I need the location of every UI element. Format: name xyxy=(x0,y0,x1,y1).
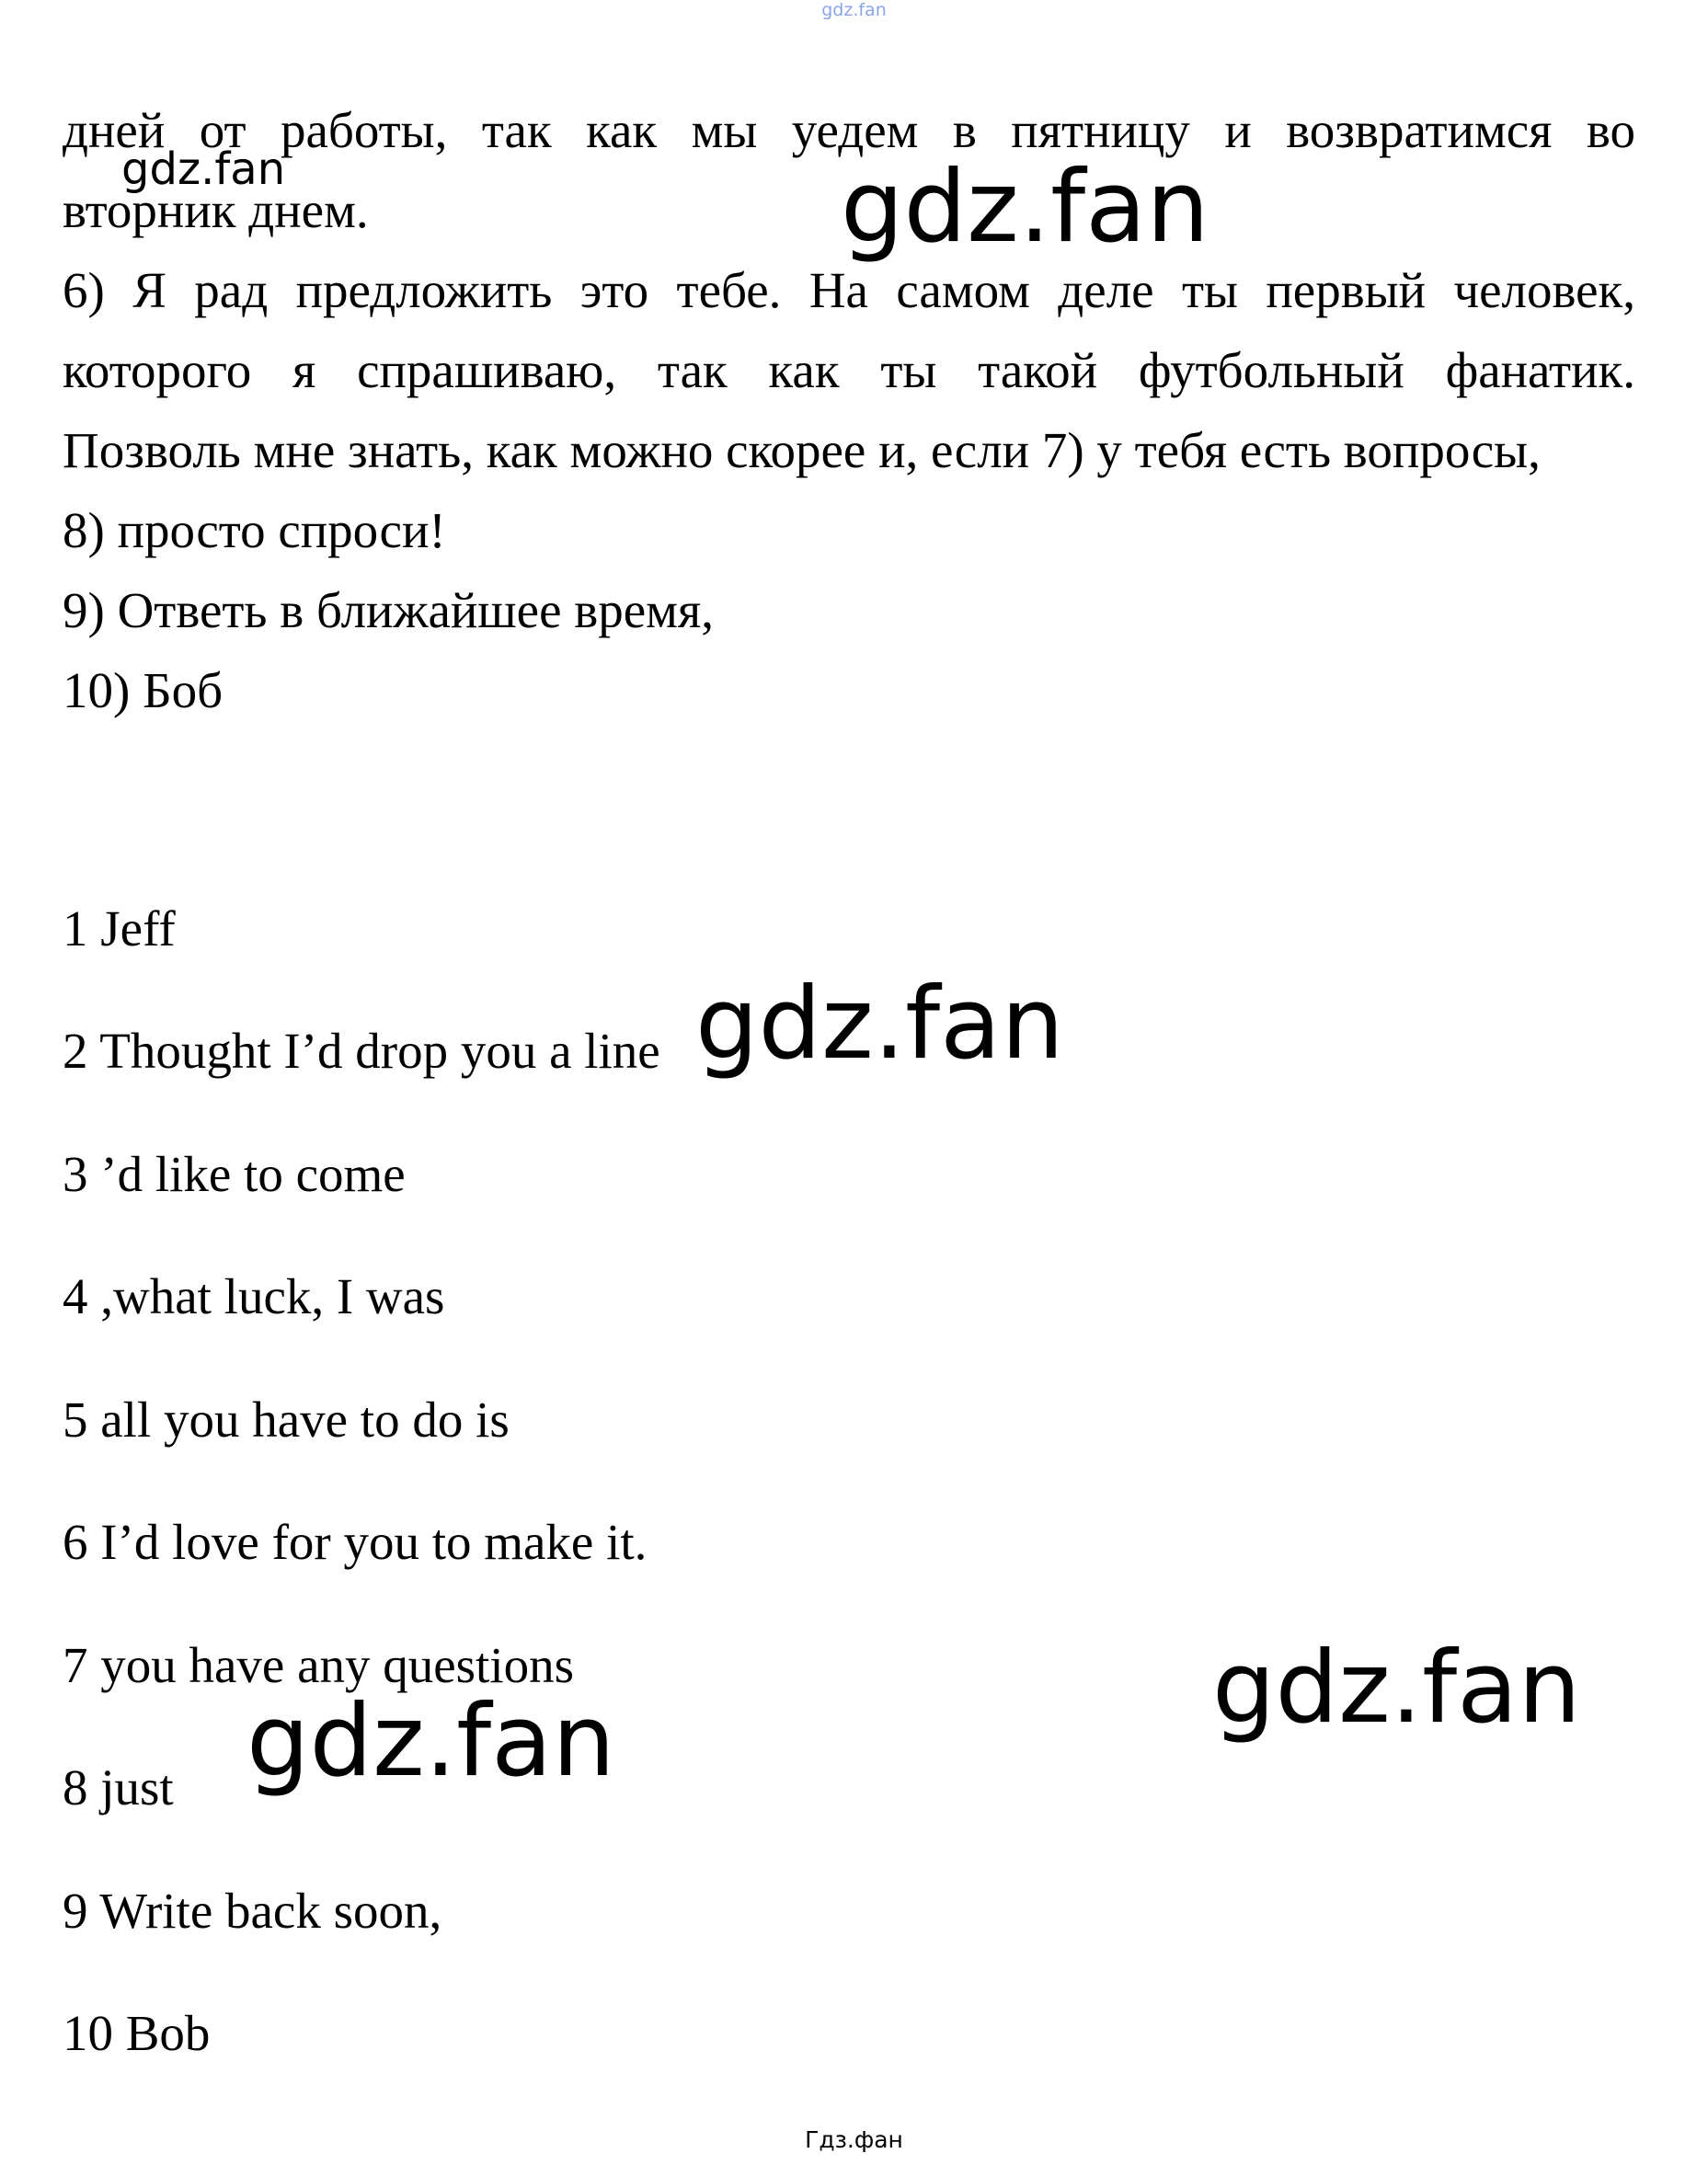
watermark-large: gdz.fan xyxy=(246,1684,615,1799)
answer-item: 9 Write back soon, xyxy=(63,1883,442,1939)
answer-item: 4 ,what luck, I was xyxy=(63,1268,445,1324)
text-line: 6) Я рад предложить это тебе. На самом деле ты первый человек, xyxy=(63,262,1635,318)
text-line: 10) Боб xyxy=(63,662,224,718)
footer-watermark: Гдз.фан xyxy=(805,2126,903,2153)
answer-item: 1 Jeff xyxy=(63,900,176,956)
watermark-small: gdz.fan xyxy=(121,143,286,195)
top-watermark: gdz.fan xyxy=(821,0,887,20)
text-line: Позволь мне знать, как можно скорее и, если 7) у тебя есть вопросы, xyxy=(63,422,1541,478)
answer-item: 2 Thought I’d drop you a line xyxy=(63,1023,660,1079)
watermark-large: gdz.fan xyxy=(1212,1631,1581,1746)
answer-item: 10 Bob xyxy=(63,2005,211,2061)
text-line: вторник днем. xyxy=(63,182,369,238)
watermark-large: gdz.fan xyxy=(695,967,1064,1082)
answer-item: 5 all you have to do is xyxy=(63,1392,510,1448)
text-line: 9) Ответь в ближайшее время, xyxy=(63,582,714,638)
answer-item: 6 I’d love for you to make it. xyxy=(63,1514,648,1570)
answer-item: 7 you have any questions xyxy=(63,1637,575,1693)
answer-item: 8 just xyxy=(63,1759,174,1816)
text-line: 8) просто спроси! xyxy=(63,502,446,558)
text-line: которого я спрашиваю, так как ты такой футбольный фанатик. xyxy=(63,342,1635,398)
watermark-large: gdz.fan xyxy=(841,150,1209,265)
text-line: дней от работы, так как мы уедем в пятницу и возвратимся во xyxy=(63,102,1635,158)
answer-item: 3 ’d like to come xyxy=(63,1146,406,1202)
